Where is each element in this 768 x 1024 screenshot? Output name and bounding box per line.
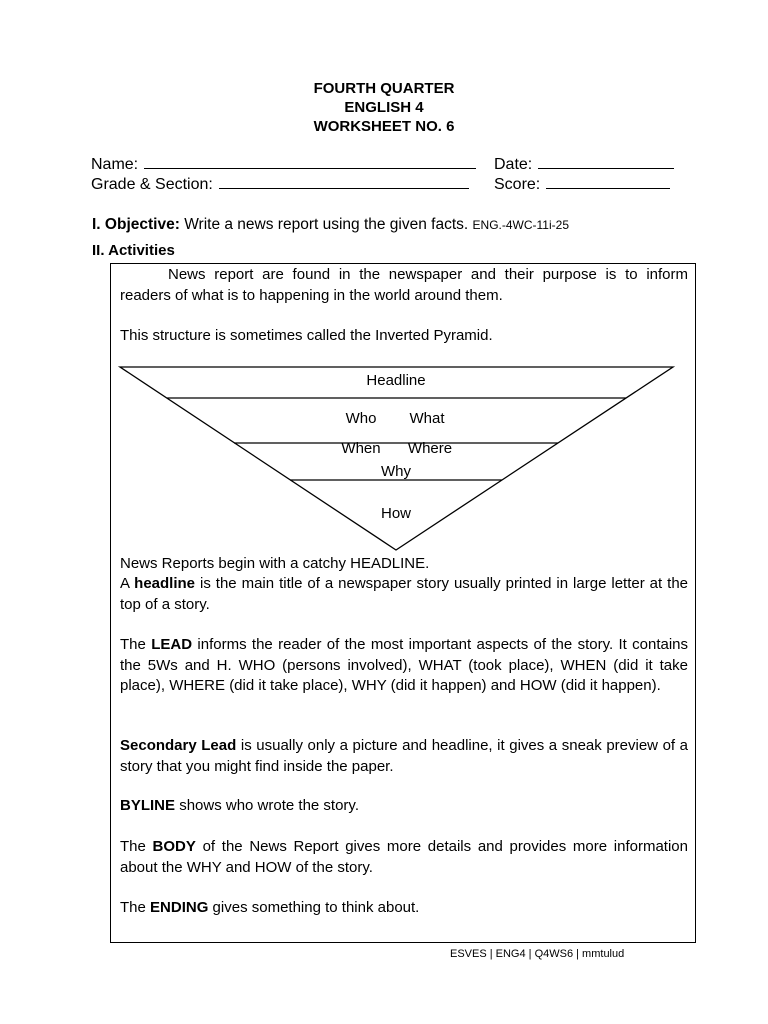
worksheet-number-title: WORKSHEET NO. 6 — [313, 118, 455, 135]
ending-article: The — [120, 899, 146, 916]
lead-article: The — [120, 636, 146, 653]
secondary-lead-paragraph — [120, 736, 688, 777]
headline-definition: is the main title of a newspaper story usually printed in large letter at the top of a story. — [120, 575, 689, 613]
objective-label: I. Objective: — [92, 216, 180, 233]
lead-definition: informs the reader of the most important aspects of the story. It contains the 5Ws and H. WHO (persons involved), WHAT (took place), WHEN (did it take place), WHERE (did it take place), WHY (did it happen) and HOW (did it happen). — [120, 636, 689, 694]
headline-article: A — [120, 575, 130, 592]
pyramid-headline-label: Headline — [366, 372, 426, 389]
page-footer: ESVES | ENG4 | Q4WS6 | mmtulud — [450, 948, 625, 960]
ending-paragraph — [120, 898, 688, 919]
structure-paragraph: This structure is sometimes called the Inverted Pyramid. — [120, 327, 493, 344]
secondary-lead-term: Secondary Lead — [120, 737, 237, 754]
pyramid-what-label: What — [409, 410, 445, 427]
body-definition: of the News Report gives more details and provides more information about the WHY and HOW of the story. — [120, 838, 688, 876]
intro-paragraph: News report are found in the newspaper and their purpose is to inform readers of what is to happening in the world around them. — [120, 266, 688, 304]
date-label: Date: — [494, 156, 533, 173]
byline-paragraph — [120, 796, 688, 817]
worksheet-quarter-title: FOURTH QUARTER — [313, 80, 455, 97]
activities-heading: II. Activities — [92, 242, 175, 259]
pyramid-how-label: How — [380, 505, 411, 522]
body-term: BODY — [152, 838, 196, 855]
ending-term: ENDING — [150, 899, 209, 916]
grade-section-label: Grade & Section: — [91, 176, 213, 193]
objective-text: Write a news report using the given facts. — [184, 216, 469, 233]
objective-code: ENG.-4WC-11i-25 — [472, 218, 569, 232]
ending-definition: gives something to think about. — [212, 899, 420, 916]
lead-term: LEAD — [151, 636, 193, 653]
byline-definition: shows who wrote the story. — [179, 797, 359, 814]
pyramid-when-label: When — [341, 440, 381, 457]
pyramid-why-label: Why — [381, 463, 411, 480]
byline-term: BYLINE — [120, 797, 176, 814]
headline-paragraph — [120, 574, 688, 615]
body-article: The — [120, 838, 146, 855]
headline-term: headline — [134, 575, 196, 592]
body-paragraph — [120, 837, 688, 878]
pyramid-where-label: Where — [407, 440, 453, 457]
secondary-lead-definition: is usually only a picture and headline, it gives a sneak preview of a story that you might find inside the paper. — [120, 737, 688, 775]
pyramid-outline — [120, 367, 673, 550]
score-label: Score: — [494, 176, 541, 193]
begin-paragraph: News Reports begin with a catchy HEADLINE. — [120, 555, 430, 572]
lead-paragraph — [120, 635, 688, 697]
worksheet-subject-title: ENGLISH 4 — [344, 99, 424, 116]
name-label: Name: — [91, 156, 139, 173]
pyramid-who-label: Who — [345, 410, 377, 427]
